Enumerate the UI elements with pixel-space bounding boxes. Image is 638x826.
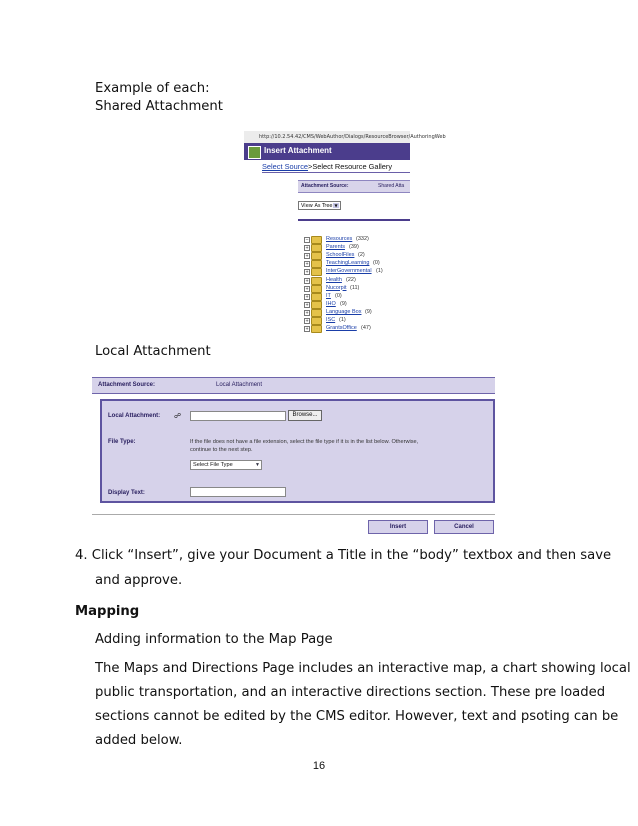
tree-item-label[interactable]: Language Box	[326, 308, 362, 315]
tree-item-label[interactable]: SchoolFiles	[326, 252, 355, 259]
breadcrumb	[262, 162, 392, 171]
expand-toggle-icon[interactable]: +	[305, 253, 309, 259]
view-as-value: View As Tree	[301, 203, 333, 209]
file-type-hint-1: If the file does not have a file extension, select the file type if it is in the list below. Otherwise,	[190, 439, 419, 445]
step-4-line-2: and approve.	[95, 573, 183, 588]
dialog-titlebar	[244, 143, 410, 160]
folder-icon	[311, 301, 322, 309]
file-type-label: File Type:	[108, 439, 136, 445]
footer-divider	[92, 514, 495, 515]
folder-icon	[311, 277, 322, 285]
tree-item-count: (332)	[356, 236, 369, 242]
tree-item-count: (0)	[335, 292, 342, 299]
folder-icon	[311, 260, 322, 268]
page-number: 16	[312, 760, 326, 772]
tree-item-count: (1)	[376, 268, 383, 275]
breadcrumb-current: >Select Resource Gallery	[308, 162, 393, 171]
file-type-select-value: Select File Type	[193, 462, 233, 468]
tree-item-label[interactable]: IHO	[326, 300, 336, 307]
expand-toggle-icon[interactable]: +	[305, 261, 309, 267]
expand-toggle-icon[interactable]: +	[305, 245, 309, 251]
tree-item-count: (2)	[358, 252, 365, 259]
local-attachment-heading: Local Attachment	[95, 344, 211, 359]
tree-item-count: (9)	[340, 300, 347, 307]
tree-item-label[interactable]: Parents	[326, 244, 345, 251]
folder-icon	[311, 268, 322, 276]
breadcrumb-divider	[262, 172, 410, 173]
folder-icon	[311, 244, 322, 252]
folder-icon	[311, 236, 322, 244]
tree-item-count: (11)	[350, 284, 360, 291]
folder-icon	[311, 252, 322, 260]
expand-toggle-icon[interactable]: +	[305, 301, 309, 307]
paragraph-line: public transportation, and an interactive directions section. These pre loaded	[95, 685, 606, 700]
browse-button[interactable]: Browse...	[288, 410, 322, 421]
tree-item-count: (1)	[339, 317, 346, 323]
expand-toggle-icon[interactable]: +	[305, 285, 309, 291]
folder-icon	[311, 309, 322, 317]
tree-item-label[interactable]: ISC	[326, 317, 336, 323]
paragraph-line: The Maps and Directions Page includes an interactive map, a chart showing local	[95, 661, 631, 676]
paragraph-line: added below.	[95, 733, 183, 748]
help-icon[interactable]: ☍	[174, 412, 182, 420]
attachment-source-row	[92, 377, 495, 394]
step-4-line-1: 4. Click “Insert”, give your Document a Title in the “body” textbox and then save	[75, 548, 612, 563]
attachment-source-label: Attachment Source:	[301, 183, 349, 189]
attachment-source-value: Shared Atta	[378, 183, 405, 189]
tree-item-label[interactable]: Health	[326, 276, 342, 283]
folder-icon	[311, 317, 322, 325]
chevron-down-icon: ▼	[255, 462, 260, 468]
folder-icon	[311, 325, 322, 333]
display-text-label: Display Text:	[108, 490, 145, 496]
local-file-input[interactable]	[190, 411, 286, 421]
tree-item-count: (0)	[373, 260, 380, 267]
folder-icon	[311, 285, 322, 293]
expand-toggle-icon[interactable]: +	[305, 309, 309, 315]
local-attachment-label: Local Attachment:	[108, 413, 161, 419]
tree-item-count: (39)	[349, 244, 359, 251]
attachment-form-panel	[100, 399, 495, 503]
attachment-source-row	[298, 180, 410, 193]
expand-toggle-icon[interactable]: −	[305, 237, 309, 242]
folder-icon	[311, 293, 322, 301]
select-source-link[interactable]: Select Source	[262, 162, 309, 171]
tree-item-label[interactable]: InterGovernmental	[326, 268, 372, 275]
expand-toggle-icon[interactable]: +	[305, 277, 309, 283]
tree-item-label[interactable]: Nucorpit	[326, 284, 347, 291]
attachment-source-value: Local Attachment	[216, 382, 263, 388]
tree-item-label[interactable]: Resources	[326, 236, 353, 242]
adding-info-subheading: Adding information to the Map Page	[95, 632, 333, 647]
tree-item-count: (22)	[346, 276, 356, 283]
expand-toggle-icon[interactable]: +	[305, 293, 309, 299]
shared-attachment-screenshot	[244, 131, 446, 332]
view-as-select[interactable]	[298, 201, 341, 210]
expand-toggle-icon[interactable]: +	[305, 326, 309, 332]
attachment-source-label: Attachment Source:	[98, 382, 156, 388]
tree-item-label[interactable]: TeachingLearning	[326, 260, 370, 267]
tree-item-count: (47)	[361, 325, 371, 332]
paragraph-line: sections cannot be edited by the CMS editor. However, text and psoting can be	[95, 709, 619, 724]
display-text-input[interactable]	[190, 487, 286, 497]
shared-attachment-heading: Shared Attachment	[95, 99, 223, 114]
address-url: http://10.2.54.42/CMS/WebAuthor/Dialogs/ResourceBrowser/AuthoringWeb	[259, 134, 446, 140]
file-type-hint-2: continue to the next step.	[190, 447, 253, 453]
tree-item-label[interactable]: IT	[326, 292, 331, 299]
expand-toggle-icon[interactable]: +	[305, 269, 309, 275]
tree-item-count: (9)	[365, 308, 372, 315]
insert-button[interactable]: Insert	[368, 520, 428, 534]
section-divider	[298, 219, 410, 221]
tree-item-label[interactable]: GrantsOffice	[326, 325, 357, 332]
expand-toggle-icon[interactable]: +	[305, 318, 309, 323]
local-attachment-screenshot	[92, 377, 495, 535]
file-type-select[interactable]	[190, 460, 262, 470]
cancel-button[interactable]: Cancel	[434, 520, 494, 534]
mapping-heading: Mapping	[75, 604, 140, 619]
dialog-title: Insert Attachment	[264, 146, 332, 155]
app-logo-icon	[248, 146, 261, 159]
chevron-down-icon: ▼	[334, 203, 338, 208]
example-of-each-text: Example of each:	[95, 81, 210, 96]
